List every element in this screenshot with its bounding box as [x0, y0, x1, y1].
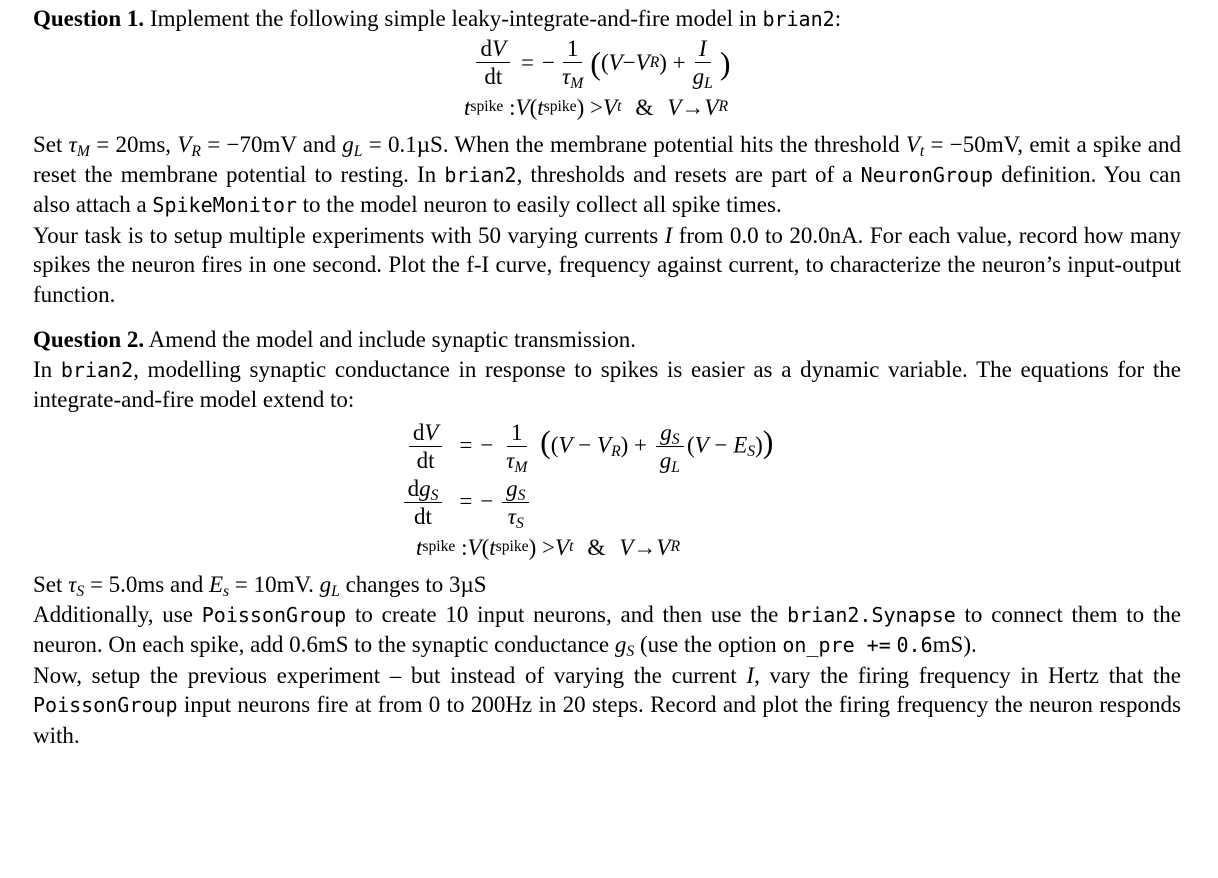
- q2-equations: [33, 421, 1181, 563]
- q2-additional: Additionally, use PoissonGroup to create 10 input neurons, and then use the brian2.Synapse to connect them to the neuron. On each spike, add 0.6mS to the synaptic conductance $g_S$ (use the option on_pre += 0.6mS).: [33, 601, 1182, 660]
- q2-eq-dvdt-rhs: = − $\frac{1}{\tau_M}$ ($(V - V_R)$ + $\frac{g_S}{g_L}$ $(V - E_S)$): [459, 419, 774, 476]
- q2-now: Now, setup the previous experiment – but instead of varying the current I, vary the firing frequency in Hertz that the PoissonGroup input neurons fire at from 0 to 200Hz in 20 steps. Record and plot the firing frequency the neuron responds with.: [33, 662, 1182, 748]
- q2-params: Set $\tau_S = 5.0ms$ and $E_s = 10mV$. $g_L$ changes to 3µS: [33, 572, 487, 600]
- q1-task: Your task is to setup multiple experiments with 50 varying currents I from 0.0 to 20.0nA. For each value, record how many spikes the neuron fires in one second. Plot the f-I curve, frequency against current, to characterize the neuron’s input-output function.: [33, 222, 1181, 307]
- q2-eq-spike: t spike : V ( t spike ) > V t & V → V R: [416, 534, 680, 560]
- q1-eq-spike: t spike : V ( t spike ) > V t & V → V R: [464, 94, 728, 120]
- q1-params: Set $\tau_M = 20ms$, $V_R = -70mV$ and $g_L = 0.1\mu S$. When the membrane potential hits the threshold $V_t = -50mV$, emit a spike and reset the membrane potential to resting. In brian2, thresholds and resets are part of a NeuronGroup definition. You can also attach a SpikeMonitor to the model neuron to easily collect all spike times.: [33, 132, 1181, 217]
- q1-equations: [33, 37, 1181, 123]
- q2-eq-dgdt-rhs: = − $\frac{g_S}{\tau_S}$: [451, 477, 773, 529]
- document: [33, 4, 1181, 750]
- q2-intro: Question 2. Amend the model and include synaptic transmission.: [33, 327, 637, 352]
- q2-eq-dgdt-lhs: $\frac{dg_S}{dt}$: [401, 477, 446, 529]
- q2-model: In brian2, modelling synaptic conductance in response to spikes is easier as a dynamic variable. The equations for the integrate-and-fire model extend to:: [33, 356, 1181, 412]
- q1-label: Question 1.: [33, 6, 145, 31]
- q1-intro: Question 1. Implement the following simple leaky-integrate-and-fire model in brian2:: [33, 6, 842, 31]
- q2-eq-dvdt-lhs: $\frac{dV}{dt}$: [401, 421, 446, 473]
- q2-label: Question 2.: [33, 327, 145, 352]
- q1-eq-dvdt: $\frac{dV}{dt}$ = − $\frac{1}{\tau_M}$ ( ( V − V R ) + $\frac{I}{g_L}$ ): [23, 37, 1181, 89]
